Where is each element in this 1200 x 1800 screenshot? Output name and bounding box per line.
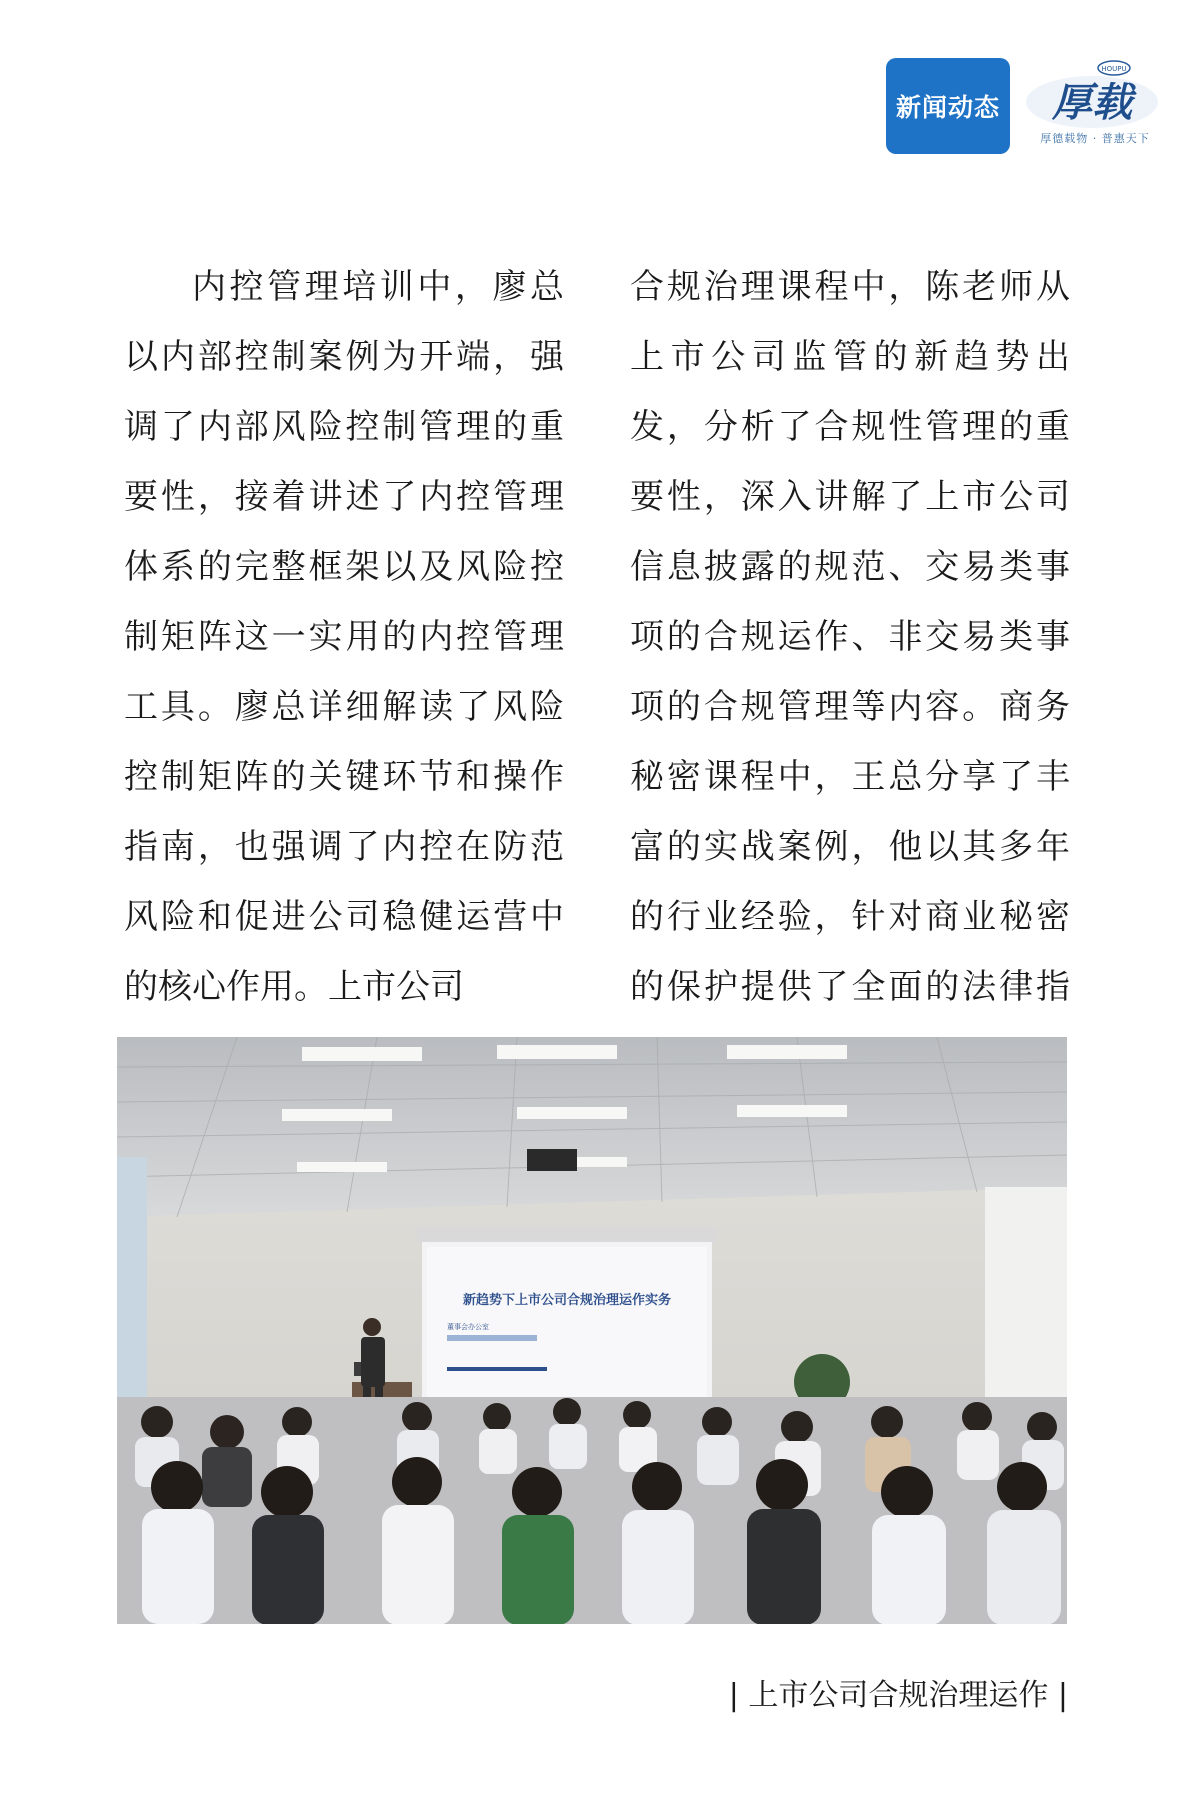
- logo-brand: HOUPU: [1101, 65, 1127, 73]
- article-left-column: 内控管理培训中，廖总以内部控制案例为开端，强调了内部风险控制管理的重要性，接着讲述了内控管理体系的完整框架以及风险控制矩阵这一实用的内控管理工具。廖总详细解读了风险控制矩阵的关键环节和操作指南，也强调了内控在防范风险和促进公司稳健运营中的核心作用。上市公司: [124, 267, 564, 1007]
- photo-caption: | 上市公司合规治理运作 |: [728, 1678, 1068, 1713]
- article-right-column: 合规治理课程中，陈老师从上市公司监管的新趋势出发，分析了合规性管理的重要性，深入讲解了上市公司信息披露的规范、交易类事项的合规运作、非交易类事项的合规管理等内容。商务秘密课程中，王总分享了丰富的实战案例，他以其多年的行业经验，针对商业秘密的保护提供了全面的法律指: [630, 267, 1070, 1007]
- logo-slogan: 厚德载物 · 普惠天下: [1040, 132, 1150, 145]
- screen-subtitle: 董事会办公室: [447, 1323, 489, 1331]
- logo-characters: 厚载: [1052, 79, 1132, 126]
- training-photo: [117, 1037, 1067, 1624]
- section-badge: 新闻动态: [886, 58, 1010, 154]
- screen-title: 新趋势下上市公司合规治理运作实务: [462, 1293, 672, 1308]
